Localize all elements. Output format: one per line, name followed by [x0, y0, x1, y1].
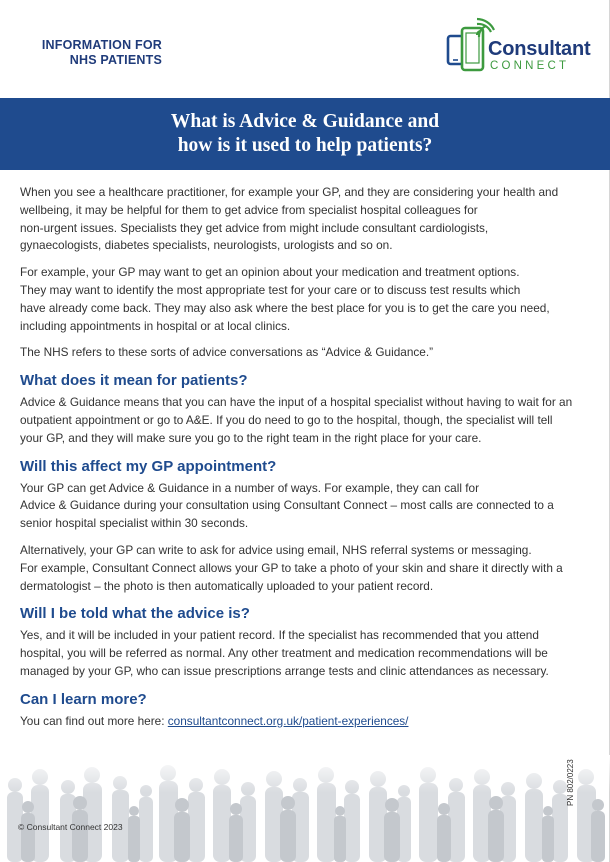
text-line: They may want to identify the most appropriate test for your care or to discuss test results which	[20, 282, 521, 297]
text-line: hospital, you will be referred as normal. Any other treatment and medication recommendations will be	[20, 646, 548, 661]
section-gp-paragraph-1	[20, 480, 598, 533]
section-patients-paragraph	[20, 394, 598, 447]
main-content	[20, 184, 598, 740]
text-line: For example, Consultant Connect allows your GP to take a photo of your skin and share it directly with a	[20, 560, 563, 575]
signal-icon	[474, 16, 496, 38]
text-line: have already come back. They may also ask where the best place for you is to get the care you need,	[20, 300, 550, 315]
section-heading-advice: Will I be told what the advice is?	[20, 605, 250, 623]
text-line: wellbeing, it may be helpful for them to get advice from specialist hospital colleagues for	[20, 202, 478, 217]
page-title-line1: What is Advice & Guidance and	[170, 111, 440, 132]
logo-wordmark-connect: CONNECT	[490, 60, 570, 72]
copyright-notice: © Consultant Connect 2023	[18, 822, 123, 832]
text-line: When you see a healthcare practitioner, for example your GP, and they are considering your health and	[20, 185, 559, 199]
text-line: non-urgent issues. Specialists they get advice from might include consultant cardiologists,	[20, 220, 489, 235]
text-line: Advice & Guidance means that you can have the input of a hospital specialist without having to wait for an	[20, 395, 573, 410]
publication-number: PN 802/0223	[566, 759, 575, 806]
text-line: senior hospital specialist within 30 seconds.	[20, 516, 249, 531]
title-banner	[0, 98, 610, 170]
intro-paragraph-2	[20, 264, 598, 335]
crowd-silhouette-image	[0, 755, 610, 862]
logo-wordmark-consultant: Consultant	[488, 38, 591, 60]
audience-label-line1: INFORMATION FOR	[41, 38, 162, 52]
audience-label-line2: NHS PATIENTS	[69, 53, 162, 67]
section-heading-gp-appointment: Will this affect my GP appointment?	[20, 457, 277, 475]
text-line: managed by your GP, who can issue prescriptions arrange tests and clinic attendances as necessary.	[20, 663, 549, 678]
page-title-line2: how is it used to help patients?	[177, 135, 433, 156]
section-heading-learn-more: Can I learn more?	[20, 690, 147, 708]
patient-experiences-link[interactable]: consultantconnect.org.uk/patient-experiences/	[167, 713, 409, 728]
text-line: Your GP can get Advice & Guidance in a number of ways. For example, they can call for	[20, 480, 480, 495]
learn-more-paragraph	[20, 713, 598, 731]
audience-label	[22, 38, 162, 68]
section-heading-patients: What does it mean for patients?	[20, 372, 248, 390]
intro-paragraph-1	[20, 184, 598, 255]
text-line: The NHS refers to these sorts of advice conversations as “Advice & Guidance.”	[20, 345, 434, 360]
text-line: outpatient appointment or go to A&E. If you do need to go to the hospital, though, the specialist will tell	[20, 412, 553, 427]
intro-paragraph-3	[20, 344, 598, 362]
text-line: Alternatively, your GP can write to ask for advice using email, NHS referral systems or messaging.	[20, 542, 532, 557]
learn-more-text: You can find out more here:	[20, 713, 168, 728]
text-line: Advice & Guidance during your consultation using Consultant Connect – most calls are connected to a	[20, 498, 554, 513]
section-advice-paragraph	[20, 627, 598, 680]
text-line: Yes, and it will be included in your patient record. If the specialist has recommended that you attend	[20, 628, 539, 643]
text-line: gynaecologists, diabetes specialists, neurologists, urologists and so on.	[20, 238, 393, 253]
text-line: your GP, and they will make sure you go to the right team in the right place for your care.	[20, 430, 482, 445]
consultant-connect-logo	[444, 16, 594, 76]
text-line: For example, your GP may want to get an opinion about your medication and treatment options.	[20, 265, 520, 280]
text-line: including appointments in hospital or at local clinics.	[20, 318, 291, 333]
text-line: dermatologist – the photo is then automatically uploaded to your patient record.	[20, 578, 434, 593]
section-gp-paragraph-2	[20, 542, 598, 595]
